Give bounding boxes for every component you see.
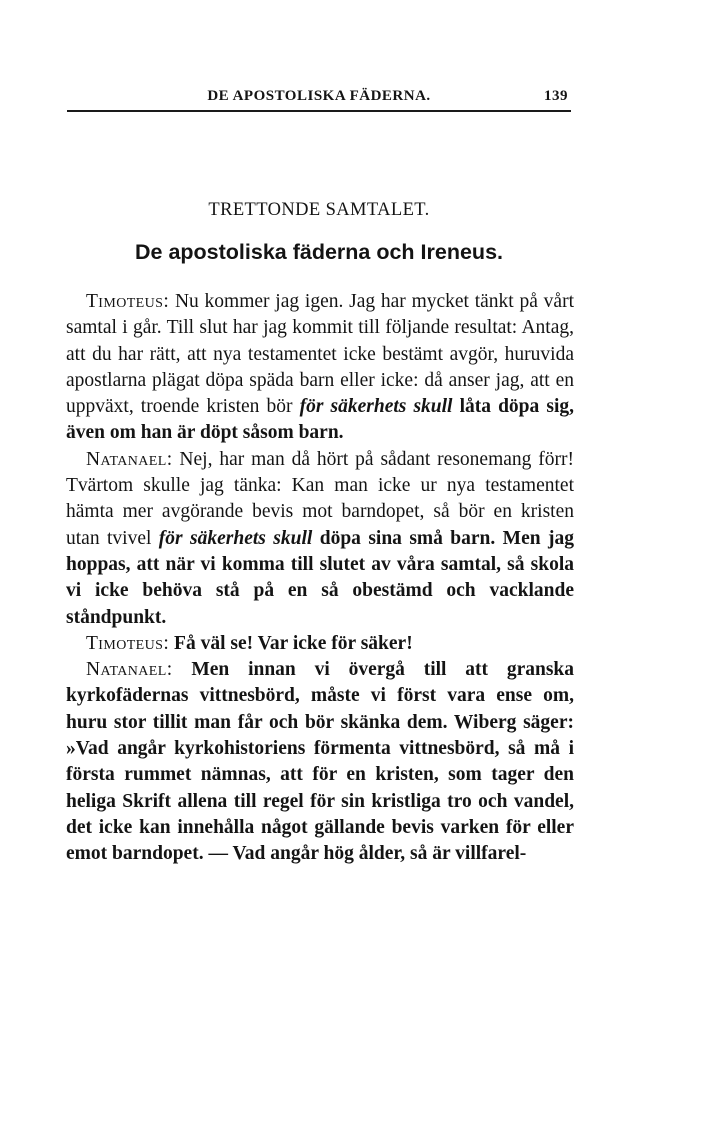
paragraph-text: döpa sina små barn. Men jag hoppas, att när vi komma till slutet av våra samtal, så skola vi icke behöva stå på en så obestämd och vacklande ståndpunkt.: [66, 527, 574, 628]
paragraph-text: låta döpa sig, även om han är döpt såsom barn.: [66, 396, 574, 444]
paragraph-text: Men innan vi övergå till att granska kyrkofädernas vittnesbörd, måste vi först vara ense om, huru stor tillit man får och bör skänka dem. Wiberg säger: »Vad angår kyrkohistoriens förmenta vittnesbörd, så må i första rummet nämnas, att för en kristen, som tager den heliga Skrift allena till regel för sin kristliga tro och vandel, det icke kan innehålla något gällande bevis varken för eller emot barndopet. — Vad angår hög ålder, så är villfarel-: [66, 659, 575, 865]
paragraph: [66, 447, 574, 631]
paragraph-text: Nu kommer jag igen. Jag har mycket tänkt på vårt samtal i går. Till slut har jag kommit till följande resultat: Antag, att du har rätt, att nya testamentet icke bestämt avgör, huruvida apostlarna plägat döpa späda barn eller icke: då anser jag, att en uppväxt, troende kristen bör: [66, 291, 574, 418]
speaker-label: Timoteus:: [86, 291, 170, 312]
speaker-label: Natanael:: [86, 448, 173, 470]
paragraph-text: Nej, har man då hört på sådant resonemang förr! Tvärtom skulle jag tänka: Kan man icke ur nya testamentet hämta mer avgörande bevis mot barndopet, så bör en kristen utan tvivel: [66, 448, 574, 549]
running-head: [67, 88, 571, 110]
paragraph: [66, 657, 574, 867]
chapter-title: De apostoliska fäderna och Ireneus.: [134, 240, 503, 264]
paragraph: [66, 631, 574, 657]
emphasis-text: för säkerhets skull: [158, 527, 313, 549]
header-rule: [67, 110, 571, 112]
speaker-label: Timoteus:: [86, 632, 170, 654]
speaker-label: Natanael:: [86, 659, 173, 681]
running-title: DE APOSTOLISKA FÄDERNA.: [207, 88, 431, 104]
chapter-heading: TRETTONDE SAMTALET.: [208, 200, 430, 220]
paragraph-text: Få väl se! Var icke för säker!: [174, 632, 413, 654]
page-number: 139: [544, 88, 568, 104]
emphasis-text: för säkerhets skull: [299, 396, 453, 418]
paragraph: [66, 289, 574, 447]
body-text: [66, 289, 574, 868]
